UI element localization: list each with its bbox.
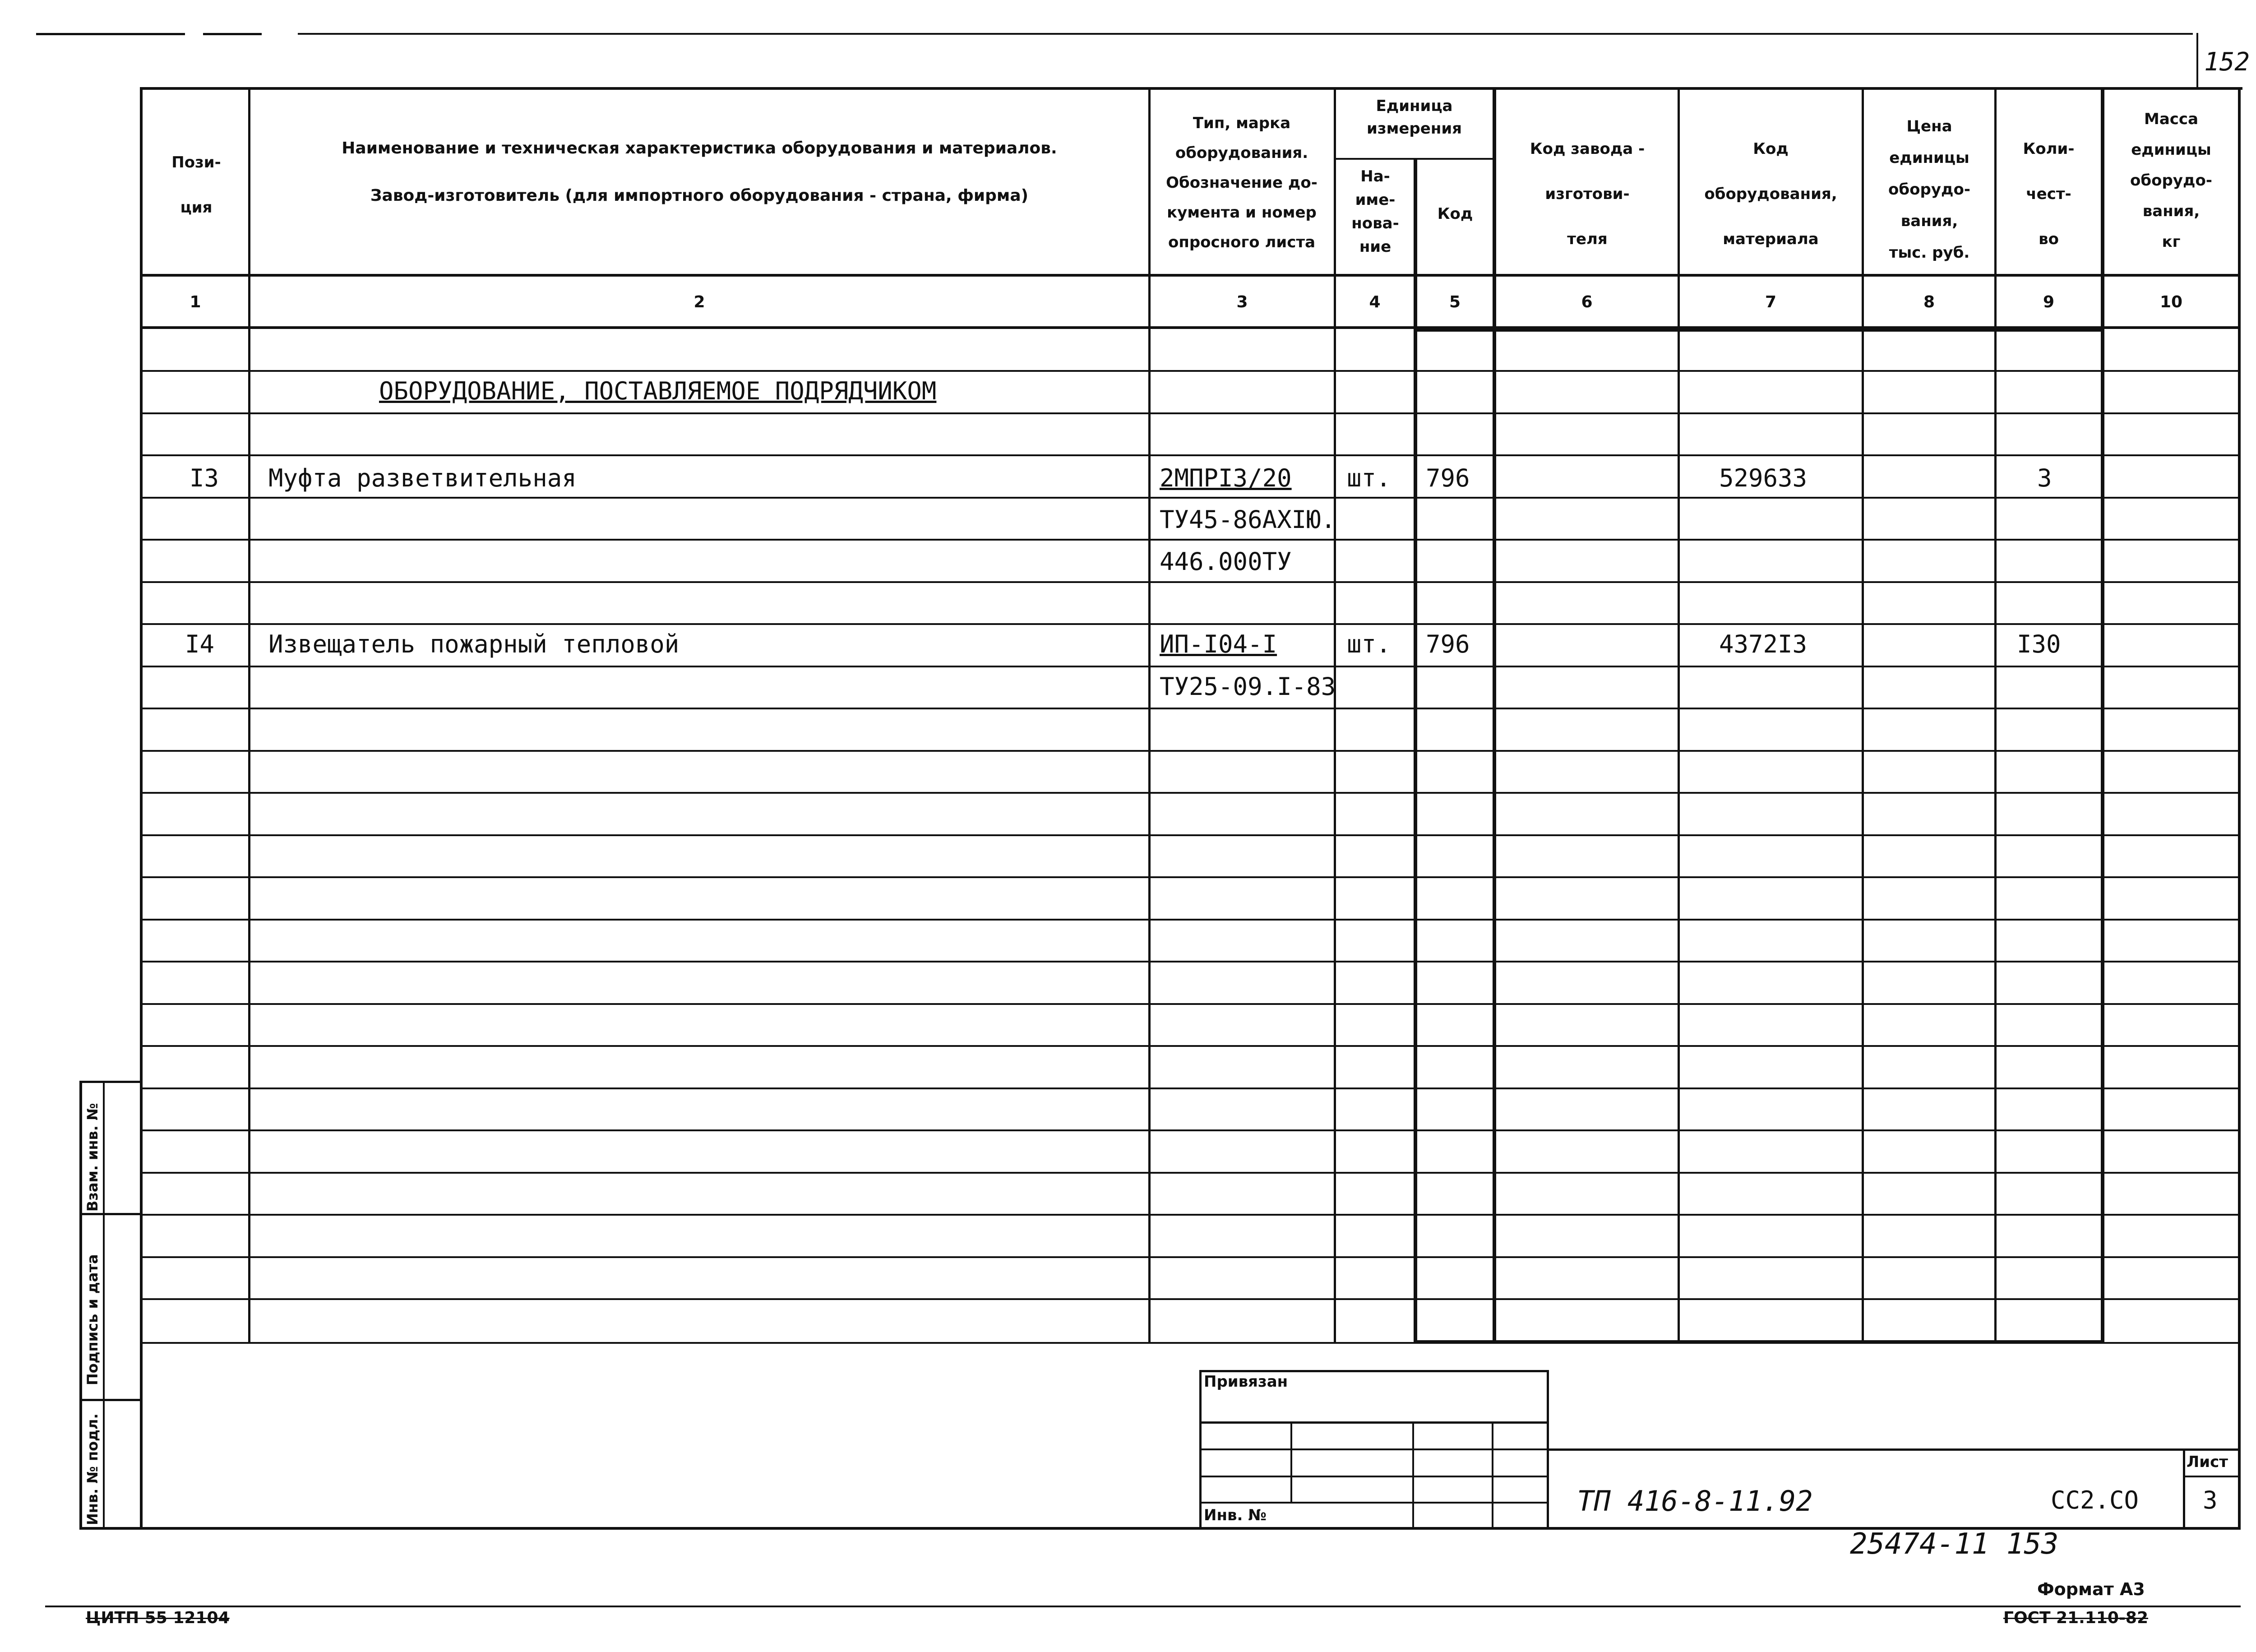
- col-num-5: 5: [1449, 293, 1461, 311]
- title-top: [1547, 1448, 2241, 1451]
- row1-name: Муфта разветвительная: [268, 464, 577, 492]
- row-line: [143, 1087, 2241, 1089]
- bottom-rule: [45, 1606, 2241, 1607]
- col-num-10: 10: [2159, 293, 2183, 311]
- row-line: [143, 1172, 2241, 1174]
- priv-h1: [1199, 1421, 1549, 1424]
- side-vzam: Взам. инв. №: [84, 1103, 101, 1212]
- row-line: [143, 961, 2241, 963]
- row-line: [143, 1045, 2241, 1047]
- priv-h4: [1199, 1502, 1549, 1504]
- col-line-9: [2101, 87, 2104, 1343]
- hdr-unit-code: Код: [1437, 205, 1473, 223]
- priv-v3: [1492, 1421, 1493, 1530]
- corner-box-left: [2196, 33, 2198, 89]
- top-dash-2: [203, 33, 262, 35]
- side-strip-div1: [79, 1213, 143, 1215]
- top-border: [140, 87, 2242, 90]
- row2-type-1: ИП-I04-I: [1160, 630, 1277, 658]
- privyazan-label: Привязан: [1204, 1373, 1288, 1391]
- priv-h3: [1199, 1476, 1549, 1477]
- row1-unit: шт.: [1347, 464, 1391, 492]
- row2-code: 796: [1426, 630, 1470, 658]
- hdr-unit: Единица измерения: [1367, 97, 1462, 138]
- hdr-name-2: Завод-изготовитель (для импортного оборудования - страна, фирма): [370, 186, 1029, 205]
- row-line: [143, 412, 2241, 414]
- row-line: [143, 497, 2241, 499]
- priv-v1: [1290, 1421, 1292, 1503]
- hdr-position: Пози- ция: [171, 153, 221, 217]
- doc-mark: СС2.СО: [2051, 1486, 2139, 1514]
- list-left: [2183, 1448, 2185, 1530]
- row2-equip-code: 4372I3: [1719, 630, 1808, 658]
- top-dash-1: [36, 33, 185, 35]
- top-dash-3: [298, 33, 2193, 35]
- list-label: Лист: [2187, 1453, 2228, 1471]
- row-line: [143, 708, 2241, 709]
- col-line-8: [1994, 87, 1997, 1343]
- side-strip-div2: [79, 1399, 143, 1401]
- row-line: [143, 1298, 2241, 1300]
- col-num-2: 2: [693, 293, 705, 311]
- side-strip-mid: [103, 1081, 105, 1530]
- right-border: [2238, 87, 2241, 1530]
- row-line: [143, 750, 2241, 752]
- col-line-1: [248, 87, 250, 1343]
- col-num-4: 4: [1369, 293, 1381, 311]
- col-num-9: 9: [2043, 293, 2055, 311]
- row-line: [143, 919, 2241, 921]
- hdr-unit-name: На- име- нова- ние: [1351, 167, 1399, 256]
- row-line: [143, 834, 2241, 836]
- row-line: [143, 370, 2241, 372]
- col-line-3: [1334, 87, 1336, 1343]
- row2-qty: I30: [2017, 630, 2061, 658]
- row-line: [143, 623, 2241, 625]
- side-strip-left: [79, 1081, 82, 1530]
- side-podpis: Подпись и дата: [84, 1254, 101, 1385]
- row1-pos: I3: [190, 464, 219, 492]
- row1-type-2: ТУ45-86АХIЮ.: [1160, 505, 1336, 534]
- priv-h2: [1199, 1448, 1549, 1450]
- row1-qty: 3: [2037, 464, 2052, 492]
- side-strip-top: [79, 1081, 143, 1083]
- row1-type-1: 2МПРI3/20: [1160, 464, 1292, 492]
- row-line: [143, 666, 2241, 667]
- sheet-corner-number: 152: [2204, 47, 2250, 77]
- bottom-left-code: ЦИТП 55 12104: [86, 1609, 230, 1627]
- col-line-6: [1678, 87, 1680, 1343]
- priv-top: [1199, 1370, 1549, 1372]
- hdr-price: Цена единицы оборудо- вания, тыс. руб.: [1888, 117, 1970, 262]
- row-line: [143, 454, 2241, 456]
- row-line: [143, 1129, 2241, 1131]
- bottom-right-code: ГОСТ 21.110-82: [2003, 1609, 2149, 1627]
- col-num-7: 7: [1765, 293, 1777, 311]
- row2-name: Извещатель пожарный тепловой: [268, 630, 680, 658]
- row1-code: 796: [1426, 464, 1470, 492]
- table-bottom: [140, 1342, 2241, 1344]
- list-mid: [2183, 1476, 2241, 1477]
- col-line-7: [1862, 87, 1864, 1343]
- list-number: 3: [2203, 1486, 2218, 1514]
- row-line: [143, 1256, 2241, 1258]
- header-bottom: [140, 274, 2241, 277]
- row-line: [143, 1214, 2241, 1216]
- doc-code: ТП 416-8-11.92: [1577, 1485, 1813, 1518]
- side-inv: Инв. № подл.: [84, 1413, 101, 1525]
- hdr-mass: Масса единицы оборудо- вания, кг: [2130, 110, 2212, 251]
- col-line-5: [1493, 87, 1496, 1343]
- hdr-quantity: Коли- чест- во: [2023, 140, 2075, 248]
- row2-unit: шт.: [1347, 630, 1391, 658]
- section-title: ОБОРУДОВАНИЕ, ПОСТАВЛЯЕМОЕ ПОДРЯДЧИКОМ: [379, 377, 937, 405]
- row-line: [143, 792, 2241, 794]
- hdr-type: Тип, марка оборудования. Обозначение до- кумента и номер опросного листа: [1166, 114, 1318, 251]
- col-num-8: 8: [1923, 293, 1935, 311]
- inv-no-label: Инв. №: [1204, 1506, 1267, 1524]
- row1-type-3: 446.000ТУ: [1160, 547, 1292, 576]
- bottom-handwritten: 25474-11 153: [1850, 1527, 2059, 1561]
- priv-v2: [1412, 1421, 1414, 1530]
- row-line: [143, 581, 2241, 583]
- col-num-6: 6: [1581, 293, 1593, 311]
- data-box-top: [1414, 328, 2104, 332]
- row-line: [143, 539, 2241, 541]
- row-line: [143, 876, 2241, 878]
- row2-type-2: ТУ25-09.I-83: [1160, 672, 1336, 701]
- col-num-3: 3: [1236, 293, 1248, 311]
- col-line-2: [1148, 87, 1151, 1343]
- hdr-equip-code: Код оборудования, материала: [1704, 140, 1837, 248]
- col-num-1: 1: [190, 293, 201, 311]
- hdr-factory-code: Код завода - изготови- теля: [1530, 140, 1645, 248]
- row1-equip-code: 529633: [1719, 464, 1808, 492]
- format-label: Формат А3: [2037, 1579, 2145, 1599]
- row2-pos: I4: [185, 630, 215, 658]
- hdr-name-1: Наименование и техническая характеристика оборудования и материалов.: [342, 139, 1057, 157]
- row-line: [143, 1003, 2241, 1005]
